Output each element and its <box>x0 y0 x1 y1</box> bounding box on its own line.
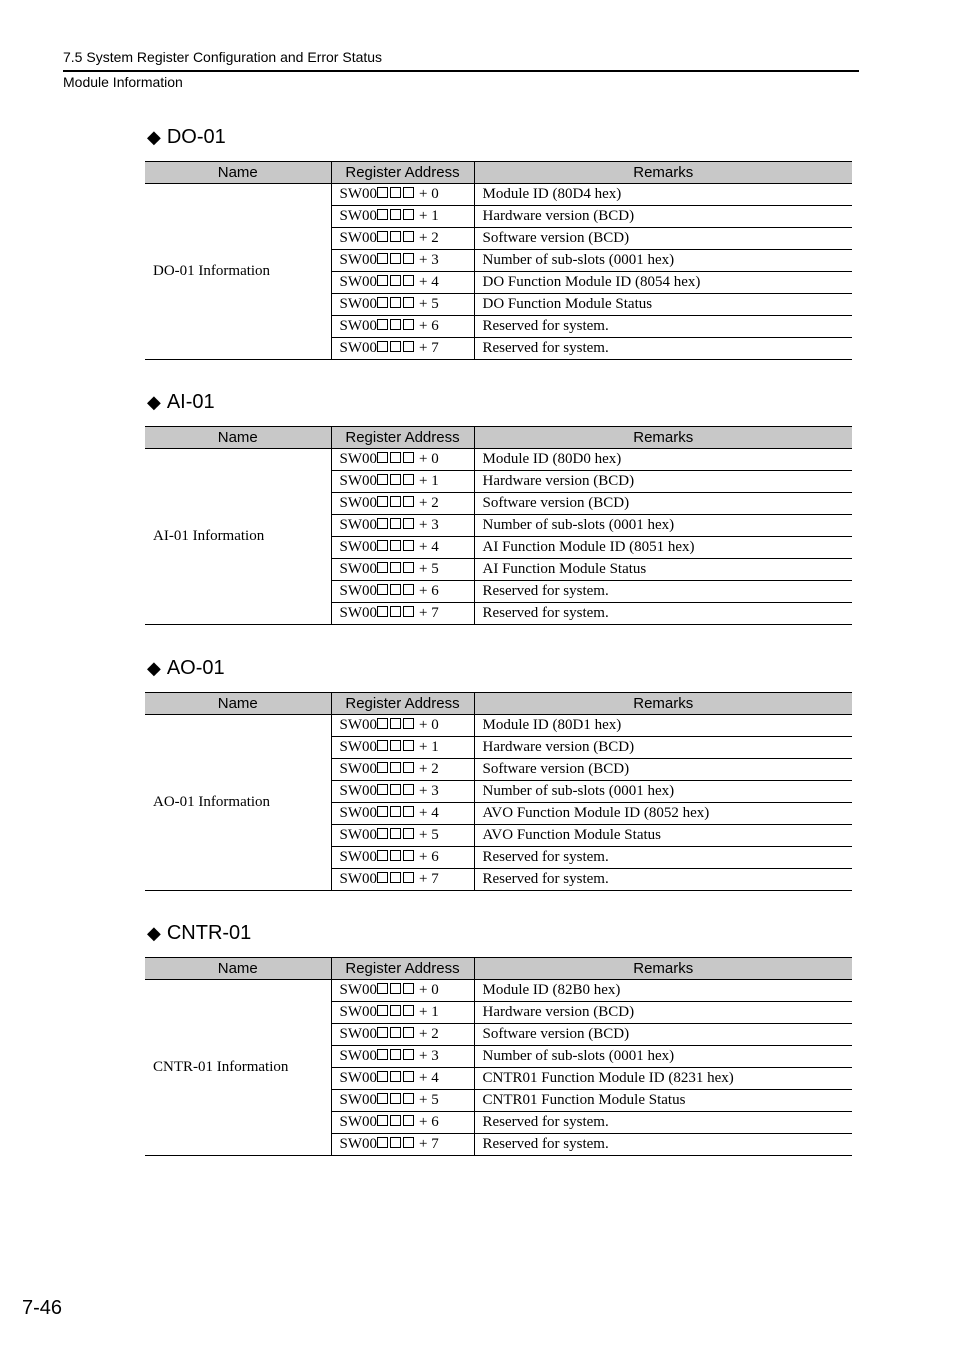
placeholder-box-icon <box>403 209 414 220</box>
address-prefix: SW00 <box>339 761 377 777</box>
placeholder-box-icon <box>377 718 388 729</box>
column-header-remarks: Remarks <box>474 958 852 980</box>
remarks-cell: Number of sub-slots (0001 hex) <box>474 1046 852 1068</box>
register-address-cell <box>331 1090 474 1112</box>
address-prefix: SW00 <box>339 208 377 224</box>
placeholder-box-icon <box>390 1115 401 1126</box>
placeholder-box-icon <box>377 187 388 198</box>
table-row <box>145 980 852 1002</box>
address-prefix: SW00 <box>339 495 377 511</box>
placeholder-box-icon <box>403 474 414 485</box>
address-prefix: SW00 <box>339 230 377 246</box>
register-address-cell <box>331 715 474 737</box>
placeholder-box-icon <box>403 452 414 463</box>
address-offset: + 1 <box>419 1004 439 1020</box>
column-header-remarks: Remarks <box>474 162 852 184</box>
placeholder-box-icon <box>403 740 414 751</box>
address-offset: + 6 <box>419 583 439 599</box>
table-header-row <box>145 958 852 980</box>
placeholder-box-icon <box>377 762 388 773</box>
placeholder-box-icon <box>403 319 414 330</box>
table-row <box>145 715 852 737</box>
placeholder-box-icon <box>377 209 388 220</box>
placeholder-box-icon <box>390 850 401 861</box>
address-prefix: SW00 <box>339 561 377 577</box>
placeholder-box-icon <box>377 784 388 795</box>
placeholder-box-icon <box>390 718 401 729</box>
placeholder-box-icon <box>403 1115 414 1126</box>
placeholder-box-icon <box>390 983 401 994</box>
placeholder-box-icon <box>377 828 388 839</box>
placeholder-box-icon <box>390 584 401 595</box>
section-0 <box>145 124 852 360</box>
address-offset: + 3 <box>419 517 439 533</box>
register-address-cell <box>331 1068 474 1090</box>
placeholder-box-icon <box>377 872 388 883</box>
placeholder-box-icon <box>377 319 388 330</box>
address-prefix: SW00 <box>339 871 377 887</box>
placeholder-box-icon <box>377 231 388 242</box>
address-offset: + 4 <box>419 805 439 821</box>
remarks-cell: Hardware version (BCD) <box>474 1002 852 1024</box>
placeholder-box-icon <box>377 253 388 264</box>
placeholder-box-icon <box>390 806 401 817</box>
remarks-cell: Module ID (80D1 hex) <box>474 715 852 737</box>
register-address-cell <box>331 825 474 847</box>
placeholder-box-icon <box>403 1071 414 1082</box>
address-offset: + 4 <box>419 539 439 555</box>
placeholder-box-icon <box>403 1005 414 1016</box>
remarks-cell: Software version (BCD) <box>474 228 852 250</box>
address-prefix: SW00 <box>339 1070 377 1086</box>
address-prefix: SW00 <box>339 473 377 489</box>
placeholder-box-icon <box>377 496 388 507</box>
placeholder-box-icon <box>403 606 414 617</box>
address-prefix: SW00 <box>339 827 377 843</box>
address-offset: + 1 <box>419 208 439 224</box>
remarks-cell: Reserved for system. <box>474 338 852 360</box>
address-prefix: SW00 <box>339 1048 377 1064</box>
remarks-cell: AI Function Module Status <box>474 559 852 581</box>
table-header-row <box>145 427 852 449</box>
table-row <box>145 449 852 471</box>
section-1 <box>145 389 852 625</box>
register-address-cell <box>331 449 474 471</box>
column-header-name: Name <box>145 958 331 980</box>
remarks-cell: CNTR01 Function Module Status <box>474 1090 852 1112</box>
placeholder-box-icon <box>377 740 388 751</box>
remarks-cell: Reserved for system. <box>474 581 852 603</box>
table-row <box>145 184 852 206</box>
placeholder-box-icon <box>403 341 414 352</box>
placeholder-box-icon <box>403 828 414 839</box>
register-address-cell <box>331 206 474 228</box>
address-prefix: SW00 <box>339 252 377 268</box>
table-header-row <box>145 693 852 715</box>
address-offset: + 2 <box>419 495 439 511</box>
placeholder-box-icon <box>377 341 388 352</box>
address-prefix: SW00 <box>339 717 377 733</box>
address-offset: + 7 <box>419 1136 439 1152</box>
placeholder-box-icon <box>390 253 401 264</box>
remarks-cell: Software version (BCD) <box>474 493 852 515</box>
diamond-bullet-icon: ◆ <box>147 127 161 147</box>
remarks-cell: Number of sub-slots (0001 hex) <box>474 515 852 537</box>
address-prefix: SW00 <box>339 340 377 356</box>
address-offset: + 3 <box>419 252 439 268</box>
section-title-text: CNTR-01 <box>166 922 252 944</box>
column-header-register-address: Register Address <box>331 958 474 980</box>
register-table <box>145 426 852 625</box>
address-prefix: SW00 <box>339 1136 377 1152</box>
section-title-text: AO-01 <box>166 657 225 679</box>
remarks-cell: Number of sub-slots (0001 hex) <box>474 781 852 803</box>
placeholder-box-icon <box>377 1137 388 1148</box>
column-header-name: Name <box>145 693 331 715</box>
section-title-text: AI-01 <box>166 391 215 413</box>
diamond-bullet-icon: ◆ <box>147 923 161 943</box>
column-header-register-address: Register Address <box>331 162 474 184</box>
placeholder-box-icon <box>390 872 401 883</box>
address-offset: + 5 <box>419 296 439 312</box>
placeholder-box-icon <box>390 187 401 198</box>
address-prefix: SW00 <box>339 1026 377 1042</box>
remarks-cell: CNTR01 Function Module ID (8231 hex) <box>474 1068 852 1090</box>
placeholder-box-icon <box>390 784 401 795</box>
module-name-cell: CNTR-01 Information <box>145 980 331 1156</box>
section-3 <box>145 920 852 1156</box>
placeholder-box-icon <box>390 319 401 330</box>
placeholder-box-icon <box>403 1137 414 1148</box>
placeholder-box-icon <box>377 983 388 994</box>
placeholder-box-icon <box>377 275 388 286</box>
column-header-remarks: Remarks <box>474 693 852 715</box>
remarks-cell: Reserved for system. <box>474 316 852 338</box>
address-offset: + 2 <box>419 230 439 246</box>
register-address-cell <box>331 803 474 825</box>
register-address-cell <box>331 493 474 515</box>
placeholder-box-icon <box>377 540 388 551</box>
placeholder-box-icon <box>390 341 401 352</box>
register-address-cell <box>331 847 474 869</box>
register-address-cell <box>331 980 474 1002</box>
register-address-cell <box>331 559 474 581</box>
remarks-cell: Reserved for system. <box>474 603 852 625</box>
placeholder-box-icon <box>390 562 401 573</box>
placeholder-box-icon <box>390 496 401 507</box>
placeholder-box-icon <box>403 718 414 729</box>
address-offset: + 6 <box>419 318 439 334</box>
placeholder-box-icon <box>403 1027 414 1038</box>
register-address-cell <box>331 294 474 316</box>
register-address-cell <box>331 184 474 206</box>
address-prefix: SW00 <box>339 805 377 821</box>
placeholder-box-icon <box>390 1049 401 1060</box>
address-prefix: SW00 <box>339 1114 377 1130</box>
address-prefix: SW00 <box>339 982 377 998</box>
placeholder-box-icon <box>390 828 401 839</box>
placeholder-box-icon <box>403 1093 414 1104</box>
placeholder-box-icon <box>403 1049 414 1060</box>
address-offset: + 5 <box>419 1092 439 1108</box>
register-address-cell <box>331 228 474 250</box>
placeholder-box-icon <box>403 562 414 573</box>
address-offset: + 7 <box>419 340 439 356</box>
address-offset: + 7 <box>419 871 439 887</box>
remarks-cell: Module ID (80D4 hex) <box>474 184 852 206</box>
address-prefix: SW00 <box>339 783 377 799</box>
address-prefix: SW00 <box>339 583 377 599</box>
register-address-cell <box>331 781 474 803</box>
running-header-subsection: Module Information <box>63 74 183 90</box>
diamond-bullet-icon: ◆ <box>147 658 161 678</box>
remarks-cell: AVO Function Module ID (8052 hex) <box>474 803 852 825</box>
register-address-cell <box>331 603 474 625</box>
placeholder-box-icon <box>403 187 414 198</box>
placeholder-box-icon <box>390 297 401 308</box>
placeholder-box-icon <box>377 297 388 308</box>
address-offset: + 4 <box>419 1070 439 1086</box>
register-address-cell <box>331 316 474 338</box>
placeholder-box-icon <box>377 474 388 485</box>
placeholder-box-icon <box>390 1071 401 1082</box>
register-address-cell <box>331 1024 474 1046</box>
register-address-cell <box>331 1046 474 1068</box>
remarks-cell: Reserved for system. <box>474 1134 852 1156</box>
placeholder-box-icon <box>403 872 414 883</box>
placeholder-box-icon <box>377 452 388 463</box>
address-prefix: SW00 <box>339 1004 377 1020</box>
address-offset: + 2 <box>419 761 439 777</box>
remarks-cell: Reserved for system. <box>474 847 852 869</box>
module-name-cell: AO-01 Information <box>145 715 331 891</box>
placeholder-box-icon <box>403 762 414 773</box>
address-offset: + 0 <box>419 982 439 998</box>
placeholder-box-icon <box>377 806 388 817</box>
register-address-cell <box>331 515 474 537</box>
remarks-cell: Module ID (80D0 hex) <box>474 449 852 471</box>
placeholder-box-icon <box>390 452 401 463</box>
address-prefix: SW00 <box>339 605 377 621</box>
address-offset: + 6 <box>419 849 439 865</box>
remarks-cell: Hardware version (BCD) <box>474 471 852 493</box>
placeholder-box-icon <box>377 1005 388 1016</box>
placeholder-box-icon <box>390 275 401 286</box>
placeholder-box-icon <box>403 784 414 795</box>
diamond-bullet-icon: ◆ <box>147 392 161 412</box>
placeholder-box-icon <box>390 474 401 485</box>
placeholder-box-icon <box>377 1027 388 1038</box>
address-prefix: SW00 <box>339 186 377 202</box>
module-name-cell: AI-01 Information <box>145 449 331 625</box>
placeholder-box-icon <box>403 253 414 264</box>
address-prefix: SW00 <box>339 849 377 865</box>
placeholder-box-icon <box>403 540 414 551</box>
address-prefix: SW00 <box>339 517 377 533</box>
remarks-cell: AVO Function Module Status <box>474 825 852 847</box>
column-header-name: Name <box>145 427 331 449</box>
placeholder-box-icon <box>377 584 388 595</box>
register-table <box>145 692 852 891</box>
column-header-remarks: Remarks <box>474 427 852 449</box>
register-address-cell <box>331 759 474 781</box>
section-title <box>147 124 852 150</box>
register-address-cell <box>331 537 474 559</box>
placeholder-box-icon <box>403 231 414 242</box>
address-offset: + 0 <box>419 717 439 733</box>
address-offset: + 7 <box>419 605 439 621</box>
placeholder-box-icon <box>390 209 401 220</box>
remarks-cell: Hardware version (BCD) <box>474 206 852 228</box>
placeholder-box-icon <box>377 562 388 573</box>
register-table <box>145 957 852 1156</box>
placeholder-box-icon <box>403 983 414 994</box>
address-offset: + 1 <box>419 739 439 755</box>
placeholder-box-icon <box>377 1049 388 1060</box>
remarks-cell: DO Function Module ID (8054 hex) <box>474 272 852 294</box>
placeholder-box-icon <box>377 606 388 617</box>
remarks-cell: Number of sub-slots (0001 hex) <box>474 250 852 272</box>
register-address-cell <box>331 471 474 493</box>
table-header-row <box>145 162 852 184</box>
address-offset: + 4 <box>419 274 439 290</box>
register-address-cell <box>331 1134 474 1156</box>
header-rule <box>63 70 859 72</box>
register-address-cell <box>331 338 474 360</box>
address-prefix: SW00 <box>339 296 377 312</box>
register-address-cell <box>331 1002 474 1024</box>
placeholder-box-icon <box>403 518 414 529</box>
address-prefix: SW00 <box>339 274 377 290</box>
address-prefix: SW00 <box>339 739 377 755</box>
remarks-cell: AI Function Module ID (8051 hex) <box>474 537 852 559</box>
section-title <box>147 655 852 681</box>
address-prefix: SW00 <box>339 318 377 334</box>
register-address-cell <box>331 869 474 891</box>
placeholder-box-icon <box>390 1005 401 1016</box>
placeholder-box-icon <box>403 275 414 286</box>
address-prefix: SW00 <box>339 451 377 467</box>
placeholder-box-icon <box>390 1137 401 1148</box>
remarks-cell: Hardware version (BCD) <box>474 737 852 759</box>
address-offset: + 5 <box>419 827 439 843</box>
register-address-cell <box>331 737 474 759</box>
register-address-cell <box>331 581 474 603</box>
address-offset: + 3 <box>419 783 439 799</box>
column-header-register-address: Register Address <box>331 427 474 449</box>
section-2 <box>145 655 852 891</box>
register-address-cell <box>331 272 474 294</box>
address-offset: + 2 <box>419 1026 439 1042</box>
address-offset: + 0 <box>419 186 439 202</box>
remarks-cell: DO Function Module Status <box>474 294 852 316</box>
remarks-cell: Software version (BCD) <box>474 1024 852 1046</box>
address-offset: + 3 <box>419 1048 439 1064</box>
address-prefix: SW00 <box>339 1092 377 1108</box>
placeholder-box-icon <box>403 850 414 861</box>
address-offset: + 5 <box>419 561 439 577</box>
remarks-cell: Module ID (82B0 hex) <box>474 980 852 1002</box>
placeholder-box-icon <box>403 297 414 308</box>
placeholder-box-icon <box>377 850 388 861</box>
placeholder-box-icon <box>390 231 401 242</box>
module-name-cell: DO-01 Information <box>145 184 331 360</box>
remarks-cell: Reserved for system. <box>474 869 852 891</box>
address-offset: + 6 <box>419 1114 439 1130</box>
placeholder-box-icon <box>390 540 401 551</box>
placeholder-box-icon <box>377 1115 388 1126</box>
placeholder-box-icon <box>377 1093 388 1104</box>
remarks-cell: Reserved for system. <box>474 1112 852 1134</box>
placeholder-box-icon <box>403 584 414 595</box>
placeholder-box-icon <box>403 806 414 817</box>
register-table <box>145 161 852 360</box>
placeholder-box-icon <box>390 1093 401 1104</box>
placeholder-box-icon <box>390 606 401 617</box>
placeholder-box-icon <box>403 496 414 507</box>
column-header-name: Name <box>145 162 331 184</box>
running-header-section: 7.5 System Register Configuration and Error Status <box>63 49 383 65</box>
section-title-text: DO-01 <box>166 126 226 148</box>
address-offset: + 1 <box>419 473 439 489</box>
register-address-cell <box>331 1112 474 1134</box>
register-address-cell <box>331 250 474 272</box>
address-offset: + 0 <box>419 451 439 467</box>
section-title <box>147 389 852 415</box>
page-number: 7-46 <box>22 1297 63 1319</box>
section-title <box>147 920 852 946</box>
address-prefix: SW00 <box>339 539 377 555</box>
remarks-cell: Software version (BCD) <box>474 759 852 781</box>
placeholder-box-icon <box>377 1071 388 1082</box>
placeholder-box-icon <box>390 740 401 751</box>
column-header-register-address: Register Address <box>331 693 474 715</box>
placeholder-box-icon <box>390 762 401 773</box>
placeholder-box-icon <box>390 518 401 529</box>
placeholder-box-icon <box>390 1027 401 1038</box>
placeholder-box-icon <box>377 518 388 529</box>
